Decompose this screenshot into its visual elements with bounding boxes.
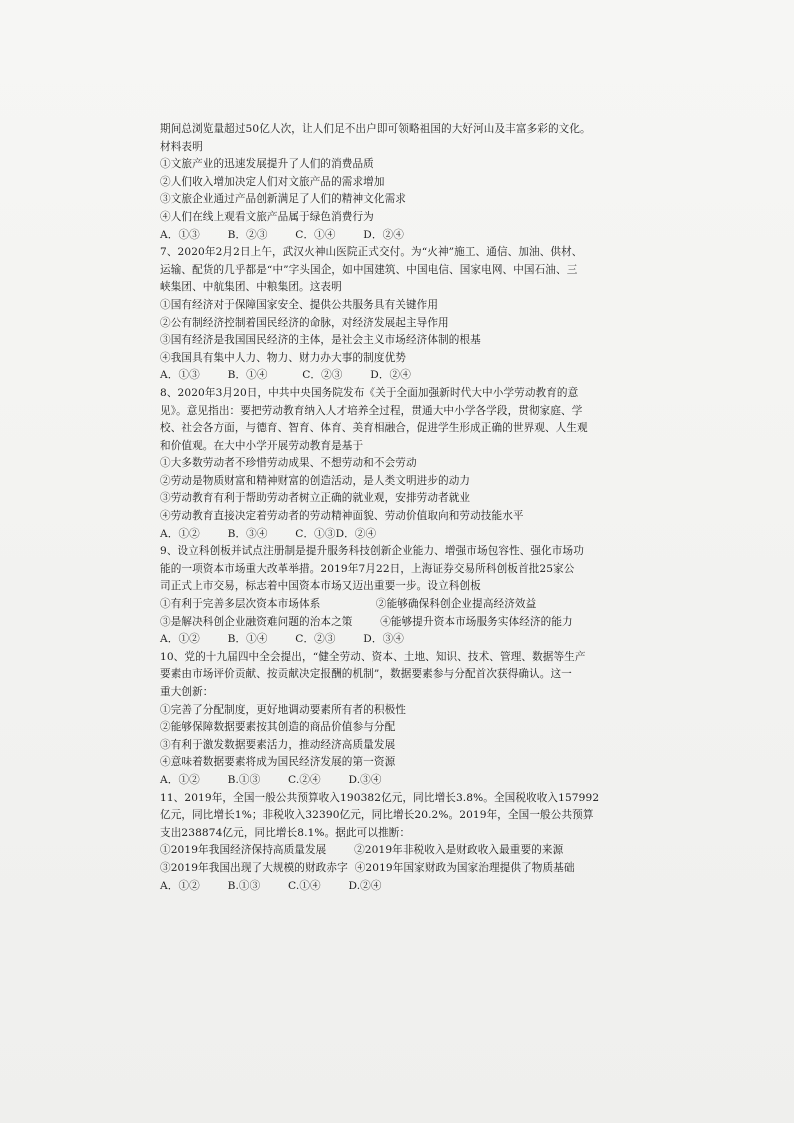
option-statement: ②能够保障数据要素按其创造的商品价值参与分配 bbox=[160, 721, 396, 734]
option-statement: ③文旅企业通过产品创新满足了人们的精神文化需求 bbox=[160, 193, 406, 206]
text-line: 峡集团、中航集团、中粮集团。这表明 bbox=[160, 281, 342, 294]
text-line: 和价值观。在大中小学开展劳动教育是基于 bbox=[160, 439, 364, 452]
text-line: 运输、配货的几乎都是“中”字头国企，如中国建筑、中国电信、国家电网、中国石油、三 bbox=[160, 263, 578, 276]
question-11-stem: 11、2019年，全国一般公共预算收入190382亿元，同比增长3.8%。全国税收收入157992 bbox=[160, 791, 600, 804]
option-statement-pair: ③2019年我国出现了大规模的财政赤字 ④2019年国家财政为国家治理提供了物质基础 bbox=[160, 861, 575, 874]
question-10-stem: 10、党的十九届四中全会提出，“健全劳动、资本、土地、知识、技术、管理、数据等生产 bbox=[160, 650, 586, 663]
option-statement: ①大多数劳动者不珍惜劳动成果、不想劳动和不会劳动 bbox=[160, 457, 417, 470]
answer-choices: A．①② B．③④ C．①③D．②④ bbox=[160, 527, 377, 540]
answer-choices: A．①② B.①③ C.①④ D.②④ bbox=[160, 879, 382, 892]
option-statement: ③有利于激发数据要素活力，推动经济高质量发展 bbox=[160, 738, 396, 751]
option-statement: ①文旅产业的迅速发展提升了人们的消费品质 bbox=[160, 158, 374, 171]
option-statement: ④意味着数据要素将成为国民经济发展的第一资源 bbox=[160, 756, 396, 769]
text-line: 要素由市场评价贡献、按贡献决定报酬的机制”，数据要素参与分配首次获得确认。这一 bbox=[160, 668, 572, 681]
answer-choices: A．①③ B．①④ C．②③ D．②④ bbox=[160, 369, 411, 382]
text-line: 材料表明 bbox=[160, 140, 203, 153]
option-statement: ①国有经济对于保障国家安全、提供公共服务具有关键作用 bbox=[160, 298, 439, 311]
option-statement: ③劳动教育有利于帮助劳动者树立正确的就业观，安排劳动者就业 bbox=[160, 492, 471, 505]
option-statement: ③国有经济是我国国民经济的主体，是社会主义市场经济体制的根基 bbox=[160, 334, 481, 347]
text-line: 重大创新： bbox=[160, 686, 214, 698]
question-7-stem: 7、2020年2月2日上午，武汉火神山医院正式交付。为“火神”施工、通信、加油、供材、 bbox=[160, 246, 583, 259]
option-statement: ①完善了分配制度，更好地调动要素所有者的积极性 bbox=[160, 703, 406, 716]
option-statement: ④劳动教育直接决定着劳动者的劳动精神面貌、劳动价值取向和劳动技能水平 bbox=[160, 510, 524, 523]
option-statement: ④人们在线上观看文旅产品属于绿色消费行为 bbox=[160, 210, 374, 223]
text-line: 亿元，同比增长1%；非税收入32390亿元，同比增长20.2%。2019年，全国一般公共预算 bbox=[160, 809, 594, 822]
option-statement-pair: ③是解决科创企业融资难问题的治本之策 ④能够提升资本市场服务实体经济的能力 bbox=[160, 615, 573, 628]
text-line: 支出238874亿元，同比增长8.1%。据此可以推断： bbox=[160, 826, 411, 839]
question-8-stem: 8、2020年3月20日，中共中央国务院发布《关于全面加强新时代大中小学劳动教育的意 bbox=[160, 386, 579, 399]
text-line: 见》。意见指出：要把劳动教育纳入人才培养全过程，贯通大中小学各学段，贯彻家庭、学 bbox=[160, 404, 583, 417]
text-line: 校、社会各方面，与德育、智育、体育、美育相融合，促进学生形成正确的世界观、人生观 bbox=[160, 422, 588, 435]
text-line: 能的一项资本市场重大改革举措。2019年7月22日，上海证券交易所科创板首批25家公 bbox=[160, 562, 575, 575]
answer-choices: A．①③ B．②③ C．①④ D．②④ bbox=[160, 228, 404, 241]
answer-choices: A．①② B.①③ C.②④ D.③④ bbox=[160, 773, 382, 786]
text-line: 期间总浏览量超过50亿人次，让人们足不出户即可领略祖国的大好河山及丰富多彩的文化。 bbox=[160, 123, 591, 135]
option-statement-pair: ①2019年我国经济保持高质量发展 ②2019年非税收入是财政收入最重要的来源 bbox=[160, 844, 564, 857]
option-statement: ②劳动是物质财富和精神财富的创造活动，是人类文明进步的动力 bbox=[160, 474, 471, 487]
option-statement: ②公有制经济控制着国民经济的命脉，对经济发展起主导作用 bbox=[160, 316, 449, 329]
option-statement: ④我国具有集中人力、物力、财力办大事的制度优势 bbox=[160, 351, 406, 364]
answer-choices: A．①② B．①④ C．②③ D．③④ bbox=[160, 633, 404, 646]
option-statement-pair: ①有利于完善多层次资本市场体系 ②能够确保科创企业提高经济效益 bbox=[160, 598, 537, 611]
question-9-stem: 9、设立科创板并试点注册制是提升服务科技创新企业能力、增强市场包容性、强化市场功 bbox=[160, 545, 584, 558]
text-line: 司正式上市交易，标志着中国资本市场又迈出重要一步。设立科创板 bbox=[160, 580, 481, 593]
question-text-block bbox=[160, 121, 638, 895]
option-statement: ②人们收入增加决定人们对文旅产品的需求增加 bbox=[160, 175, 385, 188]
